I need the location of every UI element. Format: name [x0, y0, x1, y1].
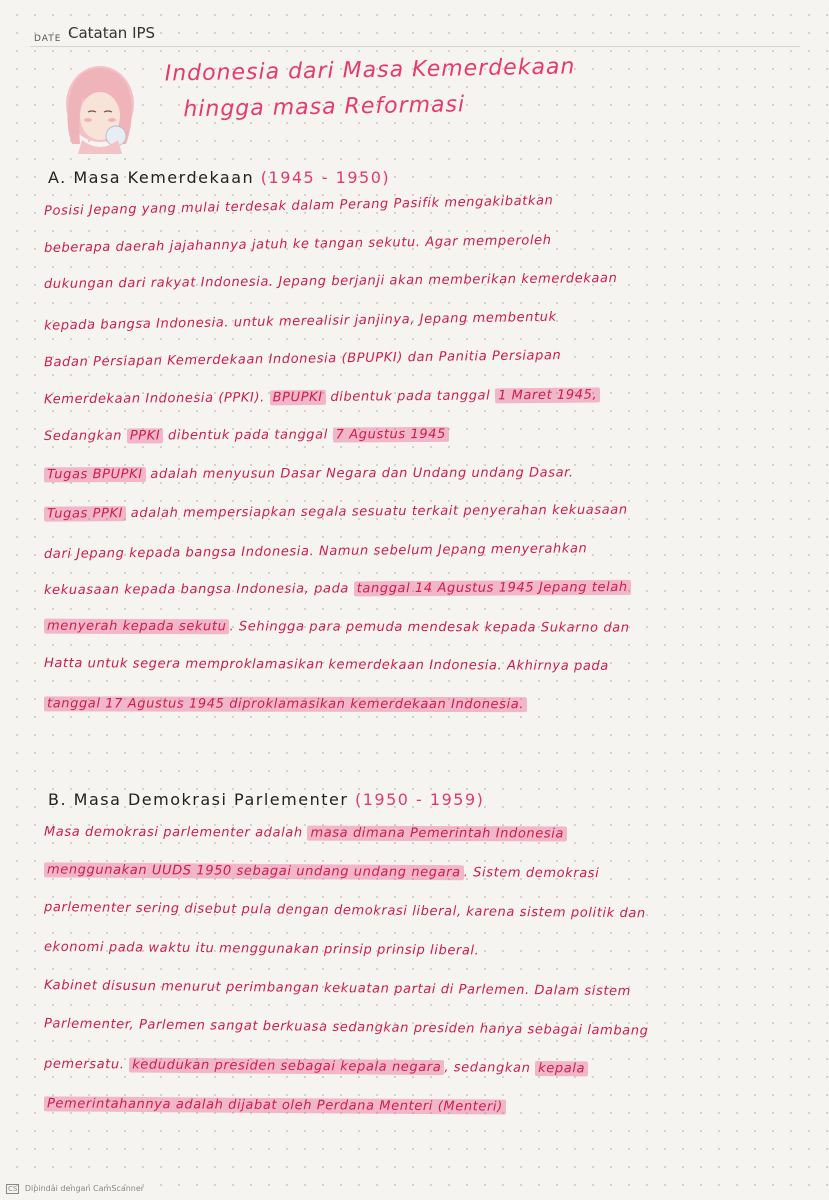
highlighted-text: tanggal 17 Agustus 1945 diproklamasikan kemerdekaan Indonesia.: [44, 696, 527, 712]
section-a-years: (1945 - 1950): [260, 168, 391, 187]
scanner-badge: CS: [8, 1185, 18, 1193]
text-segment: dari Jepang kepada bangsa Indonesia. Namun sebelum Jepang menyerahkan: [43, 540, 588, 562]
text-segment: beberapa daerah jajahannya jatuh ke tangan sekutu. Agar memperoleh: [43, 232, 552, 256]
highlighted-text: PPKI: [127, 428, 164, 443]
text-segment: dibentuk pada tanggal: [163, 427, 333, 444]
text-line: [44, 345, 804, 371]
highlighted-text: 1 Maret 1945,: [495, 387, 600, 403]
highlighted-text: kedudukan presiden sebagai kepala negara: [129, 1057, 444, 1075]
text-line: [44, 1057, 804, 1079]
text-line: [44, 579, 804, 598]
text-line: [44, 978, 804, 1001]
text-segment: kekuasaan kepada bangsa Indonesia, pada: [43, 581, 354, 598]
text-line: [44, 618, 804, 636]
text-segment: ekonomi pada waktu itu menggunakan prinsip prinsip liberal.: [43, 939, 480, 959]
section-b-title: B. Masa Demokrasi Parlementer: [48, 790, 349, 809]
highlighted-text: tanggal 14 Agustus 1945 Jepang telah: [354, 580, 631, 596]
text-line: [44, 862, 804, 882]
highlighted-text: menggunakan UUDS 1950 sebagai undang undang negara: [44, 862, 464, 880]
page-title: [164, 47, 685, 128]
text-line: [44, 464, 804, 482]
text-segment: Posisi Jepang yang mulai terdesak dalam Perang Pasifik mengakibatkan: [43, 193, 554, 219]
scanner-text: Dipindai dengan CamScanner: [24, 1184, 145, 1193]
text-line: [44, 229, 804, 256]
text-segment: dibentuk pada tanggal: [325, 387, 496, 405]
text-segment: . Sistem demokrasi: [463, 865, 600, 882]
text-line: [44, 385, 804, 407]
text-line: [44, 269, 804, 292]
text-line: [44, 305, 804, 333]
highlighted-text: BPUPKI: [270, 389, 326, 404]
highlighted-text: Tugas PPKI: [44, 506, 126, 522]
highlighted-text: 7 Agustus 1945: [333, 427, 449, 443]
text-segment: adalah mempersiapkan segala sesuatu terkait penyerahan kekuasaan: [126, 502, 628, 522]
highlighted-text: menyerah kepada sekutu: [44, 618, 230, 634]
title-line-1: Indonesia dari Masa Kemerdekaan: [164, 54, 576, 87]
text-segment: Sedangkan: [43, 428, 127, 444]
text-line: [44, 900, 804, 923]
text-segment: dukungan dari rakyat Indonesia. Jepang berjanji akan memberikan kemerdekaan: [43, 270, 618, 292]
text-line: [44, 940, 804, 962]
text-line: [44, 825, 804, 843]
note-title: Catatan IPS: [68, 24, 156, 42]
text-line: [44, 656, 804, 675]
text-segment: adalah menyusun Dasar Negara dan Undang undang Dasar.: [145, 464, 574, 482]
text-segment: Parlementer, Parlemen sangat berkuasa sedangkan presiden hanya sebagai lambang: [43, 1016, 649, 1039]
text-line: [44, 501, 804, 521]
text-segment: Masa demokrasi parlementer adalah: [43, 824, 308, 841]
text-line: [44, 1016, 804, 1040]
highlighted-text: Tugas BPUPKI: [44, 466, 146, 481]
text-segment: kepada bangsa Indonesia. untuk merealisir janjinya, Jepang membentuk: [43, 309, 557, 334]
section-a-heading: [48, 168, 390, 187]
scanner-footer: [6, 1184, 144, 1194]
section-a-title: A. Masa Kemerdekaan: [48, 168, 255, 187]
text-line: [44, 188, 804, 219]
highlighted-text: kepala: [535, 1061, 588, 1076]
section-b-years: (1950 - 1959): [355, 790, 485, 809]
text-line: [44, 1096, 804, 1116]
highlighted-text: masa dimana Pemerintah Indonesia: [307, 826, 567, 842]
header-rule: [30, 46, 800, 47]
text-segment: pemersatu.: [43, 1056, 130, 1073]
title-line-2: hingga masa Reformasi: [183, 92, 466, 123]
section-b-heading: [48, 790, 484, 809]
text-line: [44, 696, 804, 712]
text-line: [44, 539, 804, 562]
highlighted-text: Pemerintahannya adalah dijabat oleh Perdana Menteri (Menteri): [44, 1096, 506, 1114]
text-segment: Kemerdekaan Indonesia (PPKI).: [43, 389, 270, 407]
text-segment: . Sehingga para pemuda mendesak kepada Sukarno dan: [229, 618, 630, 636]
text-segment: Badan Persiapan Kemerdekaan Indonesia (BPUPKI) dan Panitia Persiapan: [43, 348, 562, 371]
text-segment: , sedangkan: [444, 1060, 536, 1076]
girl-doodle-icon: [58, 58, 142, 154]
text-segment: Kabinet disusun menurut perimbangan kekuatan partai di Parlemen. Dalam sistem: [43, 978, 632, 1000]
text-segment: parlementer sering disebut pula dengan demokrasi liberal, karena sistem politik dan: [43, 900, 646, 922]
date-label: DATE: [34, 34, 62, 44]
text-segment: Hatta untuk segera memproklamasikan kemerdekaan Indonesia. Akhirnya pada: [43, 656, 609, 674]
text-line: [44, 425, 804, 444]
